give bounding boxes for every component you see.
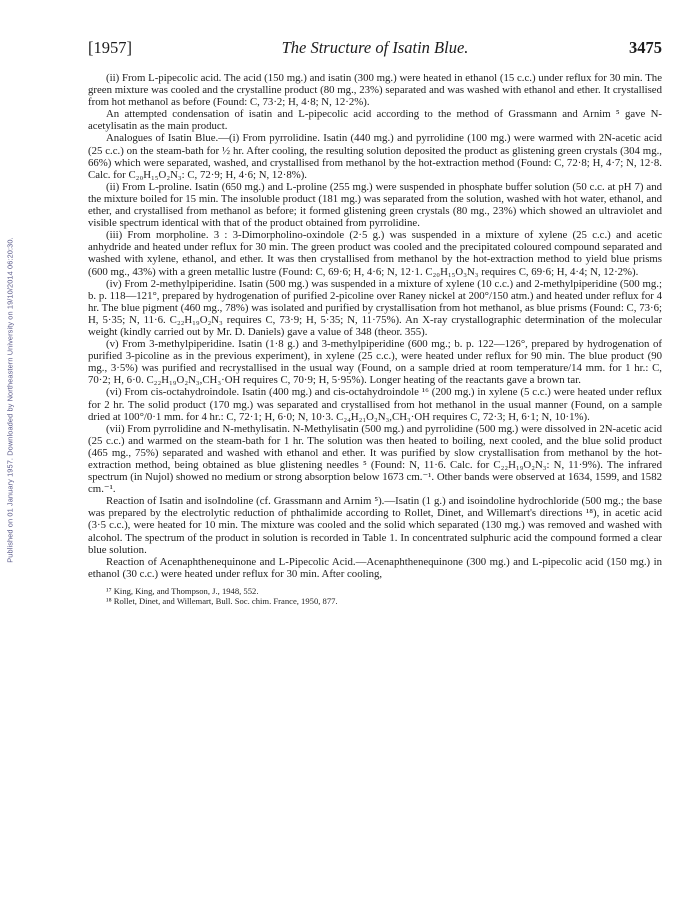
paragraph: (ii) From L-proline. Isatin (650 mg.) and L-proline (255 mg.) were suspended in phosphate buffer solution (50 c.c. at pH 7) and the mixture boiled for 15 min. The insoluble product (181 mg.) was separated from the solution, washed with hot water, ethanol, and ether, and crystallised from methanol as before; it formed glistening green crystals (80 mg., 23%) which showed an ultraviolet and visible spectrum identical with that of the product obtained from pyrrolidine. — [88, 180, 662, 230]
paragraph: Reaction of Isatin and isoIndoline (cf. Grassmann and Arnim ⁵).—Isatin (1 g.) and isoindoline hydrochloride (500 mg.; the base was prepared by the electrolytic reduction of phthalimide according to Rollet, Dinet, and Willemart's directions ¹⁸), in acetic acid (3·5 c.c.), were heated for 10 min. The mixture was cooled and the solid which separated (130 mg.) was removed and washed with alcohol. The spectrum of the product in solution is recorded in Table 1. In concentrated sulphuric acid the compound formed a clear blue solution. — [88, 495, 662, 556]
header-page-number: 3475 — [629, 38, 662, 57]
paragraph: (ii) From L-pipecolic acid. The acid (150 mg.) and isatin (300 mg.) were heated in ethanol (15 c.c.) under reflux for 30 min. The green mixture was cooled and the crystalline product (80 mg., 23%) separated and was washed with ethanol and ether. It crystallised from hot methanol as before (Found: C, 73·2; H, 4·8; N, 12·2%). — [88, 72, 662, 109]
paragraph: (vi) From cis-octahydroindole. Isatin (400 mg.) and cis-octahydroindole ¹⁶ (200 mg.) in xylene (5 c.c.) were heated under reflux for 2 hr. The solid product (170 mg.) was separated and crystallised from hot methanol in the usual manner (Found, on a sample dried at 100°/0·1 mm. for 4 hr.: C, 72·1; H, 6·0; N, 10·3. C₂₄H₂₁O₂N₃,CH₃·OH requires C, 72·3; H, 6·1; N, 10·1%). — [88, 386, 662, 423]
footnote: ¹⁷ King, King, and Thompson, J., 1948, 552. — [106, 585, 259, 596]
header-year: [1957] — [88, 38, 132, 57]
side-note-text: Published on 01 January 1957. Downloaded by Northeastern University on 19/10/2014 06:20:30. — [5, 237, 15, 563]
paragraph: Reaction of Acenaphthenequinone and L-Pipecolic Acid.—Acenaphthenequinone (300 mg.) and L-pipecolic acid (150 mg.) in ethanol (30 c.c.) were heated under reflux for 30 min. After cooling, — [88, 555, 662, 580]
footnote: ¹⁸ Rollet, Dinet, and Willemart, Bull. Soc. chim. France, 1950, 877. — [106, 596, 338, 607]
page-header — [88, 38, 662, 62]
paragraph: Analogues of Isatin Blue.—(i) From pyrrolidine. Isatin (440 mg.) and pyrrolidine (100 mg.) were warmed with 2N-acetic acid (25 c.c.) on the steam-bath for ½ hr. After cooling, the resulting solution deposited the product as glistening green crystals (304 mg., 66%) which were separated, washed, and crystallised from methanol by the hot-extraction method (Found: C, 72·8; H, 4·7; N, 12·8. Calc. for C₂₀H₁₅O₂N₃: C, 72·9; H, 4·6; N, 12·8%). — [88, 132, 662, 181]
paragraph: (vii) From pyrrolidine and N-methylisatin. N-Methylisatin (500 mg.) and pyrrolidine (500 mg.) were dissolved in 2N-acetic acid (25 c.c.) and warmed on the steam-bath for 1 hr. The solution was then heated to boiling, next cooled, and the blue solid product (465 mg., 75%) separated and washed with ethanol and ether. It was purified by slow crystallisation from methanol by the hot-extraction method, being obtained as blue glistening needles ⁵ (Found: N, 11·6. Calc. for C₂₂H₁₉O₂N₃: N, 11·9%). The infrared spectrum (in Nujol) showed no medium or strong absorption below 1673 cm.⁻¹. Other bands were observed at 1634, 1599, and 1582 cm.⁻¹. — [88, 422, 662, 496]
paragraph: (v) From 3-methylpiperidine. Isatin (1·8 g.) and 3-methylpiperidine (600 mg.; b. p. 122—126°, prepared by hydrogenation of purified 3-picoline as in the previous experiment), in xylene (25 c.c.), were heated under reflux for 90 min. The blue product (90 mg., 3·5%) was purified and recrystallised in the usual way (Found, on a sample dried at room temperature/14 mm. for 1 hr.: C, 70·2; H, 6·0. C₂₂H₁₉O₂N₃,CH₃·OH requires C, 70·9; H, 5·95%). Longer heating of the reactants gave a brown tar. — [88, 338, 662, 387]
side-note — [2, 150, 18, 650]
article-body — [88, 72, 662, 607]
paragraph: (iv) From 2-methylpiperidine. Isatin (500 mg.) was suspended in a mixture of xylene (10 c.c.) and 2-methylpiperidine (500 mg.; b. p. 118—121°, prepared by hydrogenation of purified 2-picoline over Raney nickel at 200°/150 atm.) and heated under reflux for 4 hr. The blue pigment (460 mg., 78%) was isolated and purified by crystallisation from hot methanol, as blue prisms (Found: C, 73·6; H, 5·35; N, 11·6. C₂₂H₁₉O₂N₃ requires C, 73·9; H, 5·35; N, 11·75%). An X-ray crystallographic determination of the molecular weight (kindly carried out by Mr. D. Daniels) gave a value of 348 (theor. 355). — [88, 277, 662, 338]
paragraph: (iii) From morpholine. 3 : 3-Dimorpholino-oxindole (2·5 g.) was suspended in a mixture of xylene (25 c.c.) and acetic anhydride and heated under reflux for 30 min. The green product was cooled and the precipitated coloured compound separated and washed with xylene, ethanol, and ether. It was then crystallised from methanol by the hot-extraction method to yield blue prisms (600 mg., 43%) with a green metallic lustre (Found: C, 69·6; H, 4·6; N, 12·1. C₂₀H₁₅O₃N₃ requires C, 69·6; H, 4·4; N, 12·2%). — [88, 229, 662, 278]
header-title: The Structure of Isatin Blue. — [281, 38, 469, 57]
paragraph: An attempted condensation of isatin and L-pipecolic acid according to the method of Grassmann and Arnim ⁵ gave N-acetylisatin as the main product. — [88, 108, 662, 133]
